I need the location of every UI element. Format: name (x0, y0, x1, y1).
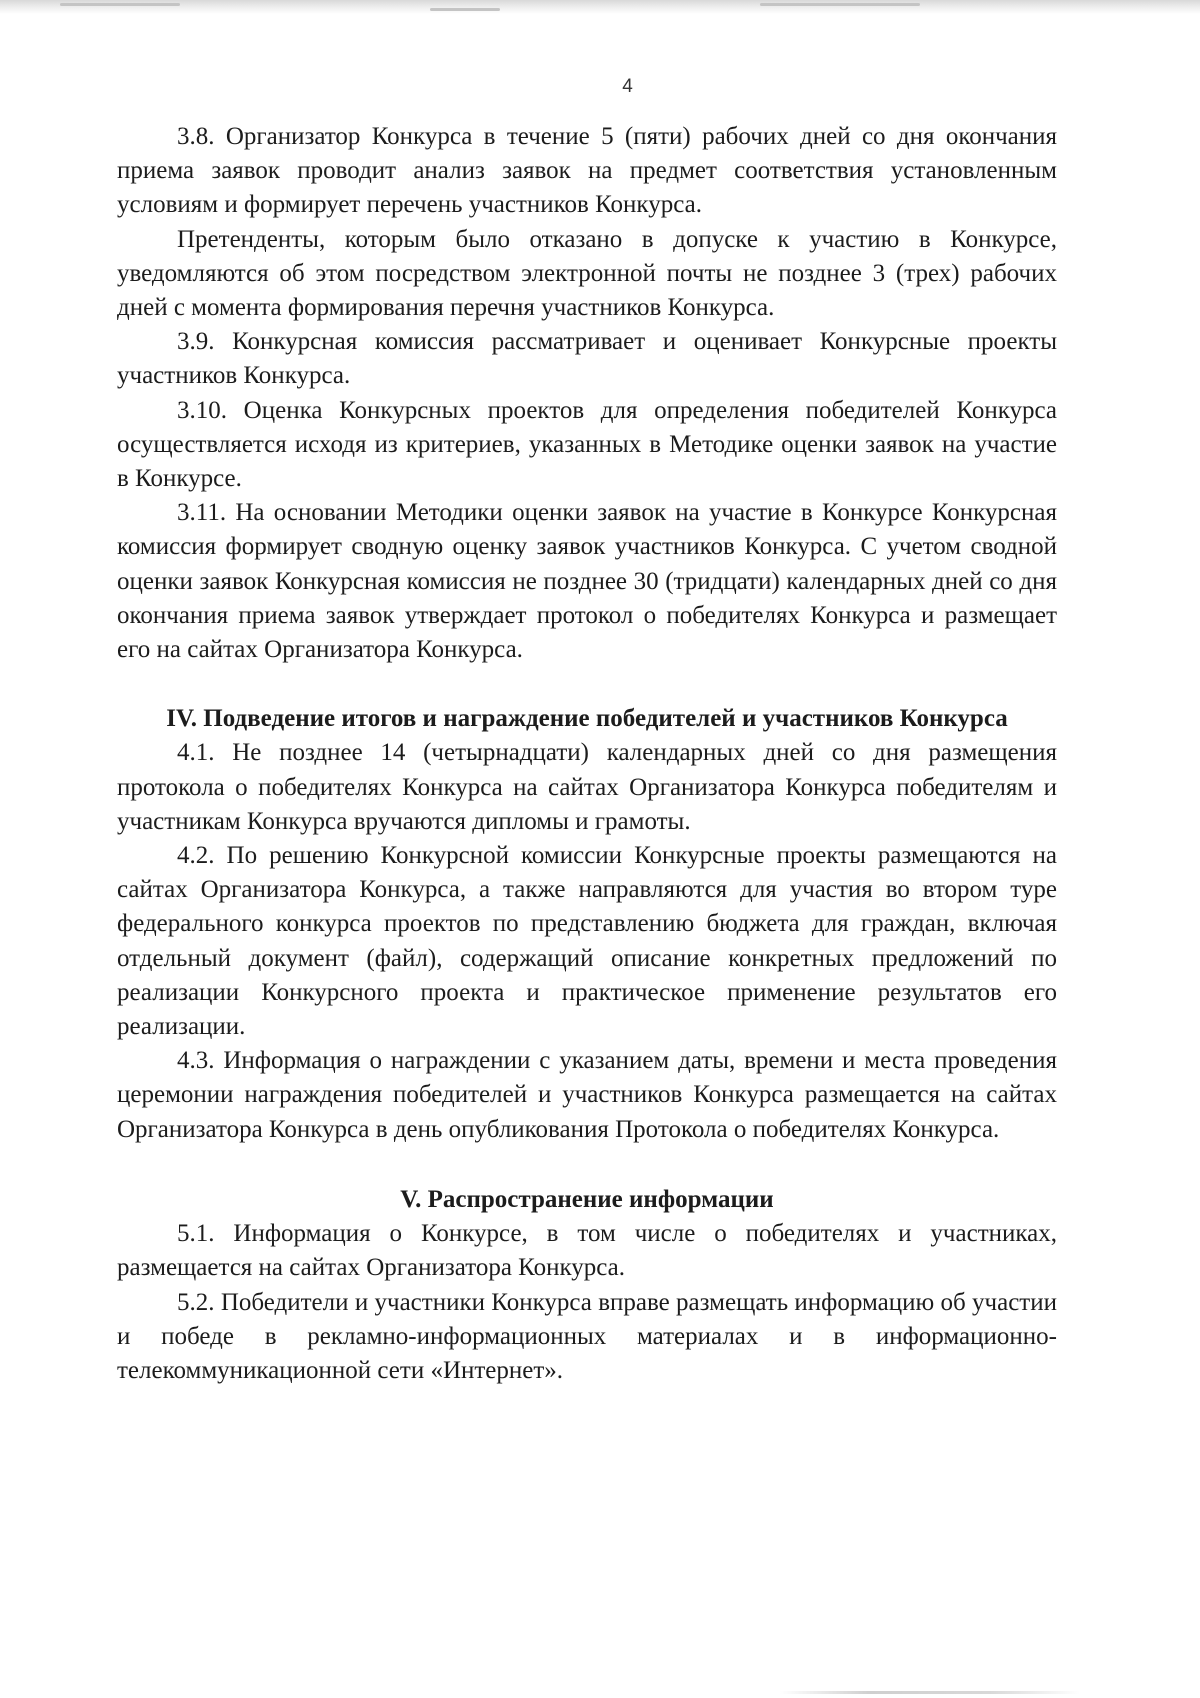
paragraph-3-10: 3.10. Оценка Конкурсных проектов для определения победителей Конкурса осуществляется исходя из критериев, указанных в Методике оценки заявок на участие в Конкурсе. (117, 396, 1057, 493)
scan-speck (430, 8, 500, 11)
paragraph-3-8: 3.8. Организатор Конкурса в течение 5 (пяти) рабочих дней со дня окончания приема заявок проводит анализ заявок на предмет соответствия установленным условиям и формирует перечень участников Конкурса. (117, 123, 1057, 219)
section-heading-v: V. Распространение информации (400, 1185, 774, 1213)
scan-top-edge (0, 0, 1200, 14)
scan-speck (60, 3, 180, 6)
scan-bottom-edge (780, 1691, 1080, 1694)
paragraph-3-11: 3.11. На основании Методики оценки заявок на участие в Конкурсе Конкурсная комиссия формирует сводную оценку заявок участников Конкурса. С учетом сводной оценки заявок Конкурсная комиссия не позднее 30 (тридцати) календарных дней со дня окончания приема заявок утверждает протокол о победителях Конкурса и размещает его на сайтах Организатора Конкурса. (117, 499, 1057, 664)
paragraph-4-2: 4.2. По решению Конкурсной комиссии Конкурсные проекты размещаются на сайтах Организатора Конкурса, а также направляются для участия во втором туре федерального конкурса проектов по представлению бюджета для граждан, включая отдельный документ (файл), содержащий описание конкретных предложений по реализации Конкурсного проекта и практическое применение результатов его реализации. (117, 842, 1057, 1041)
scan-speck (760, 3, 920, 6)
paragraph-4-1: 4.1. Не позднее 14 (четырнадцати) календарных дней со дня размещения протокола о победителях Конкурса на сайтах Организатора Конкурса победителям и участникам Конкурса вручаются дипломы и грамоты. (117, 739, 1057, 835)
paragraph-5-1: 5.1. Информация о Конкурсе, в том числе о победителях и участниках, размещается на сайтах Организатора Конкурса. (117, 1220, 1057, 1282)
section-heading-iv: IV. Подведение итогов и награждение победителей и участников Конкурса (166, 705, 1008, 733)
page-number: 4 (622, 76, 633, 97)
paragraph-3-9: 3.9. Конкурсная комиссия рассматривает и оценивает Конкурсные проекты участников Конкурса. (117, 328, 1057, 390)
paragraph-3-8-applicants: Претенденты, которым было отказано в допуске к участию в Конкурсе, уведомляются об этом посредством электронной почты не позднее 3 (трех) рабочих дней с момента формирования перечня участников Конкурса. (117, 225, 1057, 322)
document-body (117, 120, 1057, 1388)
paragraph-4-3: 4.3. Информация о награждении с указанием даты, времени и места проведения церемонии награждения победителей и участников Конкурса размещается на сайтах Организатора Конкурса в день опубликования Протокола о победителях Конкурса. (117, 1047, 1057, 1143)
paragraph-5-2: 5.2. Победители и участники Конкурса вправе размещать информацию об участии и победе в рекламно-информационных материалах и в информационно-телекоммуникационной сети «Интернет». (117, 1288, 1057, 1384)
